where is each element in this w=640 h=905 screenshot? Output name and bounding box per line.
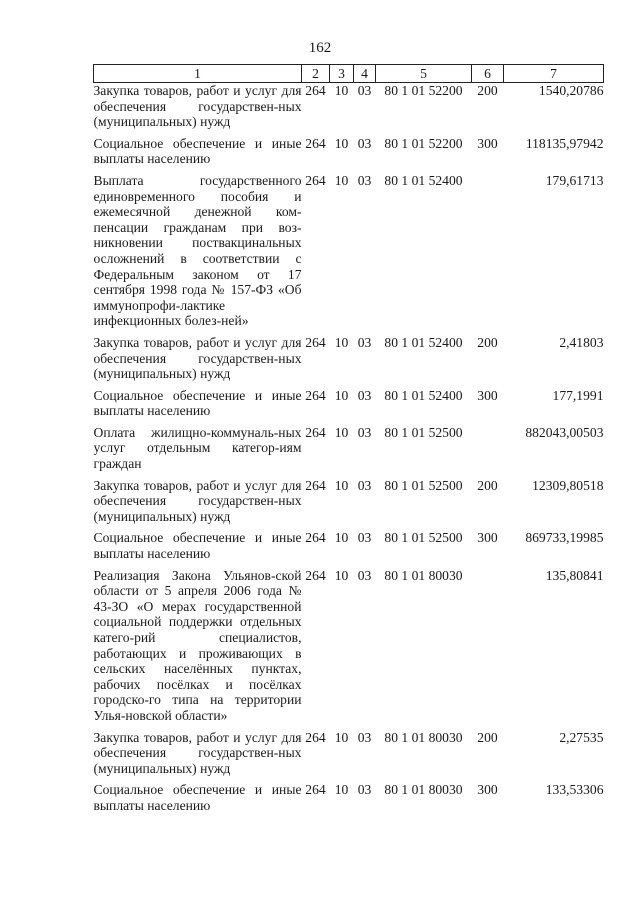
cell-expense-type (472, 425, 504, 478)
header-col-2: 2 (302, 65, 330, 83)
cell-expense-type (472, 173, 504, 335)
table-row (94, 530, 604, 567)
cell-amount: 2,41803 (559, 334, 604, 350)
cell-ministry-code: 264 (305, 83, 326, 98)
cell-section: 10 (334, 782, 349, 798)
cell-section: 10 (334, 83, 349, 98)
cell-item-name: Реализация Закона Ульянов-ской области от 5 апреля 2006 года № 43-ЗО «О мерах государственной социальной поддержки отдельных катего-рий специалистов, работающих и проживающих в сельских населённых пунктах, рабочих посёлках и посёлках городско-го типа на территории Улья-новской области» (93, 567, 302, 723)
cell-target-article: 80 1 01 80030 (384, 567, 463, 583)
cell-amount: 177,1991 (552, 387, 604, 403)
table-row (94, 782, 604, 819)
cell-expense-type (472, 568, 504, 730)
cell-target-article: 80 1 01 52500 (384, 530, 463, 546)
cell-amount: 2,27535 (559, 729, 604, 745)
table-row (94, 335, 604, 388)
cell-target-article: 80 1 01 52400 (384, 334, 463, 350)
cell-subsection: 03 (357, 729, 372, 745)
cell-target-article: 80 1 01 52500 (384, 424, 463, 440)
cell-expense-type: 300 (477, 387, 498, 403)
cell-item-name: Закупка товаров, работ и услуг для обеспечения государствен-ных (муниципальных) нужд (93, 83, 302, 130)
cell-target-article: 80 1 01 52200 (384, 135, 463, 151)
cell-amount: 882043,00503 (525, 424, 604, 440)
cell-ministry-code: 264 (305, 477, 326, 493)
cell-expense-type: 200 (477, 729, 498, 745)
header-col-3: 3 (330, 65, 354, 83)
table-row (94, 388, 604, 425)
cell-item-name: Закупка товаров, работ и услуг для обеспечения государствен-ных (муниципальных) нужд (93, 729, 302, 776)
cell-target-article: 80 1 01 80030 (384, 782, 463, 798)
cell-section: 10 (334, 135, 349, 151)
cell-section: 10 (334, 729, 349, 745)
cell-expense-type: 300 (477, 782, 498, 798)
cell-ministry-code: 264 (305, 334, 326, 350)
cell-item-name: Выплата государственного единовременного пособия и ежемесячной денежной ком-пенсации гражданам при воз-никновении поствакцинальных осложнений в соответствии с Федеральным законом от 17 сентября 1998 года № 157-ФЗ «Об иммунопрофи-лактике инфекционных болез-ней» (93, 172, 302, 329)
cell-amount: 135,80841 (545, 567, 604, 583)
cell-section: 10 (334, 477, 349, 493)
cell-ministry-code: 264 (305, 530, 326, 546)
cell-target-article: 80 1 01 52400 (384, 387, 463, 403)
cell-section: 10 (334, 424, 349, 440)
header-col-6: 6 (472, 65, 504, 83)
cell-amount: 133,53306 (545, 782, 604, 798)
cell-ministry-code: 264 (305, 424, 326, 440)
table-row (94, 425, 604, 478)
cell-ministry-code: 264 (305, 567, 326, 583)
cell-section: 10 (334, 530, 349, 546)
cell-target-article: 80 1 01 52500 (384, 477, 463, 493)
cell-ministry-code: 264 (305, 135, 326, 151)
cell-subsection: 03 (357, 782, 372, 798)
table-body (94, 83, 604, 820)
cell-expense-type: 200 (477, 477, 498, 493)
cell-item-name: Социальное обеспечение и иные выплаты населению (93, 387, 302, 419)
cell-ministry-code: 264 (305, 172, 326, 188)
cell-subsection: 03 (357, 135, 372, 151)
cell-item-name: Социальное обеспечение и иные выплаты населению (93, 135, 302, 167)
table-row (94, 730, 604, 783)
cell-item-name: Закупка товаров, работ и услуг для обеспечения государствен-ных (муниципальных) нужд (93, 334, 302, 382)
cell-amount: 869733,19985 (525, 530, 604, 546)
table-header (94, 65, 604, 83)
cell-amount: 179,61713 (545, 172, 604, 188)
cell-subsection: 03 (357, 172, 372, 188)
cell-target-article: 80 1 01 52400 (384, 172, 463, 188)
cell-section: 10 (334, 334, 349, 350)
table-row (94, 568, 604, 730)
page-number: 162 (308, 40, 332, 56)
table-row (94, 136, 604, 173)
cell-section: 10 (334, 387, 349, 403)
cell-item-name: Социальное обеспечение и иные выплаты населению (93, 530, 302, 562)
cell-expense-type: 300 (477, 530, 498, 546)
cell-subsection: 03 (357, 387, 372, 403)
table-row (94, 478, 604, 531)
cell-target-article: 80 1 01 80030 (384, 729, 463, 745)
header-col-1: 1 (94, 65, 302, 83)
cell-amount: 118135,97942 (525, 135, 604, 151)
cell-ministry-code: 264 (305, 387, 326, 403)
cell-subsection: 03 (357, 83, 372, 98)
cell-item-name: Социальное обеспечение и иные выплаты населению (93, 782, 302, 813)
header-col-5: 5 (376, 65, 472, 83)
cell-section: 10 (334, 172, 349, 188)
cell-ministry-code: 264 (305, 729, 326, 745)
table-row (94, 173, 604, 335)
cell-section: 10 (334, 567, 349, 583)
cell-amount: 12309,80518 (532, 477, 604, 493)
cell-item-name: Оплата жилищно-коммуналь-ных услуг отдельным категор-иям граждан (93, 424, 302, 472)
cell-ministry-code: 264 (305, 782, 326, 798)
header-col-7: 7 (504, 65, 604, 83)
cell-amount: 1540,20786 (538, 83, 604, 98)
cell-item-name: Закупка товаров, работ и услуг для обеспечения государствен-ных (муниципальных) нужд (93, 477, 302, 524)
cell-subsection: 03 (357, 477, 372, 493)
cell-subsection: 03 (357, 424, 372, 440)
cell-subsection: 03 (357, 334, 372, 350)
header-row (94, 65, 604, 83)
budget-table (93, 64, 604, 820)
cell-subsection: 03 (357, 567, 372, 583)
cell-expense-type: 200 (477, 83, 498, 98)
cell-target-article: 80 1 01 52200 (384, 83, 463, 98)
cell-expense-type: 200 (477, 334, 498, 350)
table-row (94, 83, 604, 136)
cell-subsection: 03 (357, 530, 372, 546)
cell-expense-type: 300 (477, 135, 498, 151)
header-col-4: 4 (354, 65, 376, 83)
